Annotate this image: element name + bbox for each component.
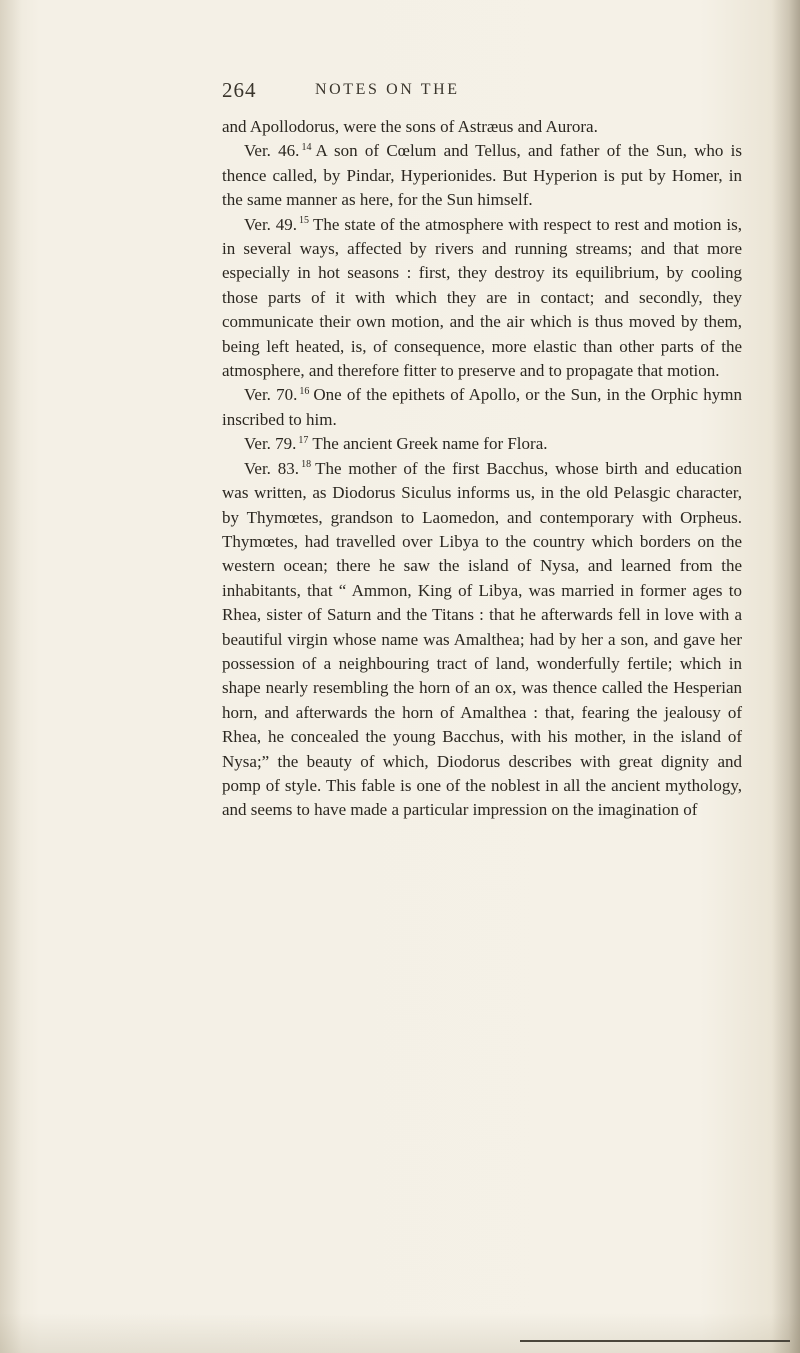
note-paragraph: [222, 457, 742, 823]
running-head: NOTES ON THE: [315, 81, 460, 98]
note-text: A son of Cœlum and Tellus, and father of the Sun, who is thence called, by Pindar, Hyperionides. But Hyperion is put by Homer, in the same manner as here, for the Sun himself.: [222, 141, 742, 210]
note-paragraph: [222, 213, 742, 384]
notes-body: [222, 115, 742, 823]
page-bottom-edge-shading: [0, 1313, 800, 1353]
note-text: One of the epithets of Apollo, or the Sun, in the Orphic hymn inscribed to him.: [222, 385, 742, 429]
note-number: 17: [298, 434, 309, 446]
note-paragraph: [222, 115, 742, 139]
note-paragraph: [222, 139, 742, 212]
note-paragraph: [222, 432, 742, 456]
note-text: The ancient Greek name for Flora.: [312, 434, 548, 454]
note-number: 16: [299, 385, 310, 397]
note-text: The state of the atmosphere with respect to rest and motion is, in several ways, affected by rivers and running streams; and that more especially in hot seasons : first, they destroy its equilibrium, by cooling those parts of it with which they are in contact; and secondly, they communicate their own motion, and the air which is thus moved by them, being left heated, is, of consequence, more elastic than other parts of the atmosphere, and therefore fitter to preserve and to propagate that motion.: [222, 214, 742, 381]
verse-reference: Ver. 46.: [244, 141, 300, 161]
page-gutter-shadow: [772, 0, 800, 1353]
note-text: The mother of the first Bacchus, whose birth and education was written, as Diodorus Siculus informs us, in the old Pelasgic character, by Thymœtes, grandson to Laomedon, and contemporary with Orpheus. Thymœtes, had travelled over Libya to the country which borders on the western ocean; there he saw the island of Nysa, and learned from the inhabitants, that “ Ammon, King of Libya, was married in former ages to Rhea, sister of Saturn and the Titans : that he afterwards fell in love with a beautiful virgin whose name was Amalthea; had by her a son, and gave her possession of a neighbouring tract of land, wonderfully fertile; which in shape nearly resembling the horn of an ox, was thence called the Hesperian horn, and afterwards the horn of Amalthea : that, fearing the jealousy of Rhea, he concealed the young Bacchus, with his mother, in the island of Nysa;” the beauty of which, Diodorus describes with great dignity and pomp of style. This fable is one of the noblest in all the ancient mythology, and seems to have made a particular impression on the imagination of: [222, 458, 742, 820]
page-left-edge-shading: [0, 0, 22, 1353]
verse-reference: Ver. 79.: [244, 434, 297, 454]
verse-reference: Ver. 70.: [244, 385, 298, 405]
bottom-rule: [520, 1340, 790, 1342]
page-number: 264: [222, 78, 257, 102]
note-number: 18: [301, 459, 312, 471]
verse-reference: Ver. 83.: [244, 458, 300, 478]
verse-reference: Ver. 49.: [244, 214, 298, 234]
note-number: 14: [301, 141, 312, 153]
note-paragraph: [222, 383, 742, 432]
note-text: and Apollodorus, were the sons of Astræus and Aurora.: [222, 117, 598, 136]
page-header: [222, 78, 622, 110]
note-number: 15: [299, 214, 310, 226]
